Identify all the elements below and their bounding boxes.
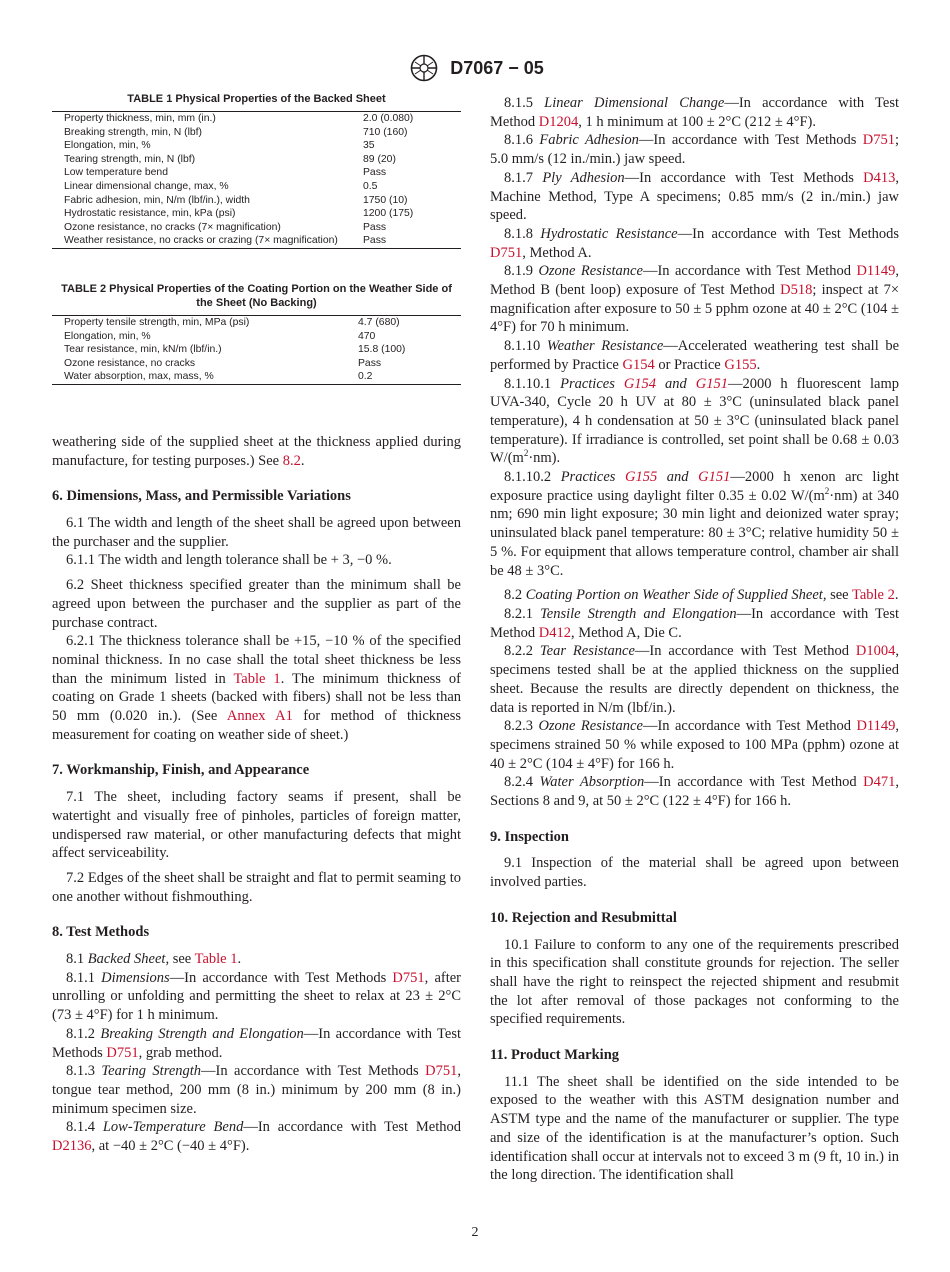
para-8-1-5: 8.1.5 Linear Dimensional Change—In accordance with Test Method D1204, 1 h minimum at 100 ± 2°C (212 ± 4°F). [490,95,900,130]
d518-ref-link[interactable]: D518 [780,282,813,299]
para-9-1: 9.1 Inspection of the material shall be agreed upon between involved parties. [490,855,899,891]
d1004-ref-link[interactable]: D1004 [855,643,896,660]
d751-ref-link[interactable]: D751 [106,1044,139,1061]
para-11-1: 11.1 The sheet shall be identified on the side intended to be exposed to the weather with this ASTM designation number and ASTM type and the name of the manufacturer or supplier. The type and size of the identification is at the manufacturer’s option. Such identification shall occur at intervals not to exceed 3 m (9 ft, 10 in.) in the long direction. The identification shall [490,1073,899,1184]
para-8-2-3: 8.2.3 Ozone Resistance—In accordance with Test Method D1149, specimens strained 50 % while exposed to 100 MPa (pphm) ozone at 40 ± 2°C (104 ± 4°F) for 166 h. [490,718,900,772]
value-cell: 710 (160) [363,126,408,138]
section-7-heading: 7. Workmanship, Finish, and Appearance [52,762,310,779]
section-ref-link[interactable]: 8.2 [282,452,301,469]
property-cell: Ozone resistance, no cracks (7× magnification) [64,221,281,233]
property-cell: Tear resistance, min, kN/m (lbf/in.) [64,344,222,356]
table1-ref-link[interactable]: Table 1 [233,670,281,687]
para-8-2-2: 8.2.2 Tear Resistance—In accordance with Test Method D1004, specimens tested shall be at the applied thickness on the supplied sheet. Because the results are directly dependent on thickness, the data is reported in N/m (lbf/in.). [490,643,899,716]
para-8-1-4: 8.1.4 Low-Temperature Bend—In accordance with Test Method D2136, at −40 ± 2°C (−40 ± 4°F). [52,1119,461,1155]
para-8-2-1: 8.2.1 Tensile Strength and Elongation—In accordance with Test Method D412, Method A, Die C. [490,605,899,641]
g151-ref-link[interactable]: G151 [698,469,731,486]
para-7-2: 7.2 Edges of the sheet shall be straight and flat to permit seaming to one another without fishmouthing. [52,869,461,905]
value-cell: 2.0 (0.080) [363,113,414,124]
property-cell: Elongation, min, % [64,330,151,342]
d412-ref-link[interactable]: D412 [538,624,571,641]
table-row [52,194,461,208]
page-header [0,54,950,82]
property-cell: Fabric adhesion, min, N/m (lbf/in.), width [64,194,250,206]
value-cell: Pass [363,235,387,247]
para-10-1: 10.1 Failure to conform to any one of the requirements prescribed in this specification shall constitute grounds for rejection. The seller shall have the right to reinspect the rejected shipment and resubmit the lot after removal of those packages not conforming to the specified requirements. [490,936,899,1028]
table-row [52,153,461,167]
d1149-ref-link[interactable]: D1149 [856,718,896,735]
d413-ref-link[interactable]: D413 [863,169,896,186]
g155-ref-link[interactable]: G155 [724,356,757,373]
left-column [52,92,461,1156]
property-cell: Breaking strength, min, N (lbf) [64,126,203,138]
para-6-2: 6.2 Sheet thickness specified greater than the minimum shall be agreed upon between the purchaser and the supplier as part of the purchase contract. [52,577,461,631]
document-designation: D7067 − 05 [450,57,544,78]
table2-ref-link[interactable]: Table 2 [851,587,895,604]
astm-logo-icon [406,54,442,82]
para-6-2-1: 6.2.1 The thickness tolerance shall be +15, −10 % of the specified nominal thickness. In no case shall the total sheet thickness be less than the minimum listed in Table 1. The minimum thickness of coating on Grade 1 sheets (backed with fibers) shall not be less than 50 mm (0.020 in.). (See Annex A1 for method of thickness measurement for coating on weather side of sheet.) [52,633,461,743]
table-row [52,370,461,384]
table-row [52,234,461,248]
para-8-1-6: 8.1.6 Fabric Adhesion—In accordance with Test Methods D751; 5.0 mm/s (12 in./min.) jaw speed. [490,132,900,168]
para-7-1: 7.1 The sheet, including factory seams if present, shall be watertight and visually free of pinholes, particles of foreign matter, undispersed raw material, or other manufacturing defects that might affect serviceability. [52,789,461,862]
value-cell: 4.7 (680) [358,316,400,328]
value-cell: Pass [363,167,387,179]
table-row [52,180,461,194]
right-column [490,94,899,1185]
continued-paragraph: weathering side of the supplied sheet at the thickness applied during manufacture, for testing purposes.) See 8.2. [52,433,461,469]
para-8-1-9: 8.1.9 Ozone Resistance—In accordance with Test Method D1149, Method B (bent loop) exposure of Test Method D518; inspect at 7× magnification after exposure to 50 ± 5 pphm ozone at 40 ± 2°C (104 ± 4°F) for 70 h minimum. [490,263,900,336]
g151-ref-link[interactable]: G151 [695,375,728,392]
d751-ref-link[interactable]: D751 [425,1063,458,1080]
d2136-ref-link[interactable]: D2136 [52,1138,92,1155]
g154-ref-link[interactable]: G154 [623,375,657,392]
para-6-1-1: 6.1.1 The width and length tolerance shall be + 3, −0 %. [66,552,392,569]
property-cell: Tearing strength, min, N (lbf) [64,153,196,165]
table-row [52,126,461,140]
d751-ref-link[interactable]: D751 [490,244,523,261]
property-cell: Property tensile strength, min, MPa (psi) [64,316,250,328]
para-8-2-4: 8.2.4 Water Absorption—In accordance with Test Method D471, Sections 8 and 9, at 50 ± 2°C (122 ± 4°F) for 166 h. [490,774,899,810]
g154-ref-link[interactable]: G154 [622,356,655,373]
value-cell: 15.8 (100) [358,344,406,356]
value-cell: 89 (20) [363,153,396,165]
para-8-1-8: 8.1.8 Hydrostatic Resistance—In accordance with Test Methods D751, Method A. [490,225,899,261]
d1149-ref-link[interactable]: D1149 [856,263,896,280]
para-8-1-10: 8.1.10 Weather Resistance—Accelerated weathering test shall be performed by Practice G154 or Practice G155. [490,338,900,373]
table-row [52,207,461,221]
value-cell: Pass [358,357,382,369]
para-8-1-2: 8.1.2 Breaking Strength and Elongation—In accordance with Test Methods D751, grab method. [52,1025,462,1061]
value-cell: 35 [363,140,375,152]
property-cell: Hydrostatic resistance, min, kPa (psi) [64,208,236,220]
property-cell: Low temperature bend [64,167,168,179]
table1 [52,111,461,249]
para-8-1-3: 8.1.3 Tearing Strength—In accordance with Test Methods D751, tongue tear method, 200 mm (8 in.) minimum by 200 mm (8 in.) minimum specimen size. [52,1063,461,1117]
d751-ref-link[interactable]: D751 [392,969,425,986]
d751-ref-link[interactable]: D751 [862,132,895,149]
page-number: 2 [471,1225,479,1240]
table2 [52,315,461,385]
d471-ref-link[interactable]: D471 [863,774,896,791]
table-row [52,343,461,357]
property-cell: Water absorption, max, mass, % [64,371,214,383]
value-cell: 0.5 [363,180,378,192]
property-cell: Ozone resistance, no cracks [64,357,196,369]
section-9-heading: 9. Inspection [490,828,569,845]
table-row [52,139,461,153]
g155-ref-link[interactable]: G155 [625,469,658,486]
annex-a1-ref-link[interactable]: Annex A1 [226,708,293,725]
value-cell: Pass [363,221,387,233]
property-cell: Weather resistance, no cracks or crazing (7× magnification) [64,235,338,247]
section-6-heading: 6. Dimensions, Mass, and Permissible Variations [52,488,351,505]
value-cell: 1200 (175) [363,208,414,220]
table-row [52,112,461,126]
para-8-1-1: 8.1.1 Dimensions—In accordance with Test Methods D751, after unrolling or unfolding and permitting the sheet to relax at 23 ± 2°C (73 ± 4°F) for 1 h minimum. [52,969,461,1024]
value-cell: 470 [358,330,376,342]
para-6-1: 6.1 The width and length of the sheet shall be agreed upon between the purchaser and the supplier. [52,515,461,550]
table-row [52,330,461,344]
table-row [52,221,461,235]
d1204-ref-link[interactable]: D1204 [538,113,579,130]
property-cell: Linear dimensional change, max, % [64,180,229,192]
para-8-1-7: 8.1.7 Ply Adhesion—In accordance with Test Methods D413, Machine Method, Type A specimens; 0.85 mm/s (2 in./min.) jaw speed. [490,169,899,224]
value-cell: 0.2 [358,371,373,383]
section-11-heading: 11. Product Marking [490,1047,620,1064]
section-10-heading: 10. Rejection and Resubmittal [490,909,677,926]
table-row [52,357,461,371]
table-row [52,166,461,180]
para-8-1: 8.1 Backed Sheet, see Table 1. [66,951,242,968]
table1-title: TABLE 1 Physical Properties of the Backed Sheet [127,93,386,105]
property-cell: Elongation, min, % [64,140,151,152]
property-cell: Property thickness, min, mm (in.) [64,113,216,124]
para-8-2: 8.2 Coating Portion on Weather Side of Supplied Sheet, see Table 2. [504,587,899,604]
table1-ref-link[interactable]: Table 1 [194,951,238,968]
para-8-1-10-1: 8.1.10.1 Practices G154 and G151—2000 h fluorescent lamp UVA-340, Cycle 20 h UV at 80 ± 3°C (uninsulated black panel temperature), 4 h condensation at 50 ± 3°C (uninsulated black panel temperature). If irradiance is controlled, set point shall be 0.68 ± 0.03 $W/(m^2\cdot nm)$. [490,375,899,467]
para-8-1-10-2: 8.1.10.2 Practices G155 and G151—2000 h xenon arc light exposure practice using daylight filter 0.35 ± 0.02 $W/(m^2\cdot nm)$ at 340 nm; 690 min light exposure; 30 min light and deionized water spray; uninsulated black panel temperature: 80 ± 3°C; relative humidity 50 ± 5 %. For equipment that allows temperature control, chamber air shall be 48 ± 3°C. [490,469,900,579]
value-cell: 1750 (10) [363,194,408,206]
section-8-heading: 8. Test Methods [52,924,150,941]
table-row [52,315,461,329]
table2-title: TABLE 2 Physical Properties of the Coating Portion on the Weather Side of the Sheet (No Backing) [61,282,452,309]
